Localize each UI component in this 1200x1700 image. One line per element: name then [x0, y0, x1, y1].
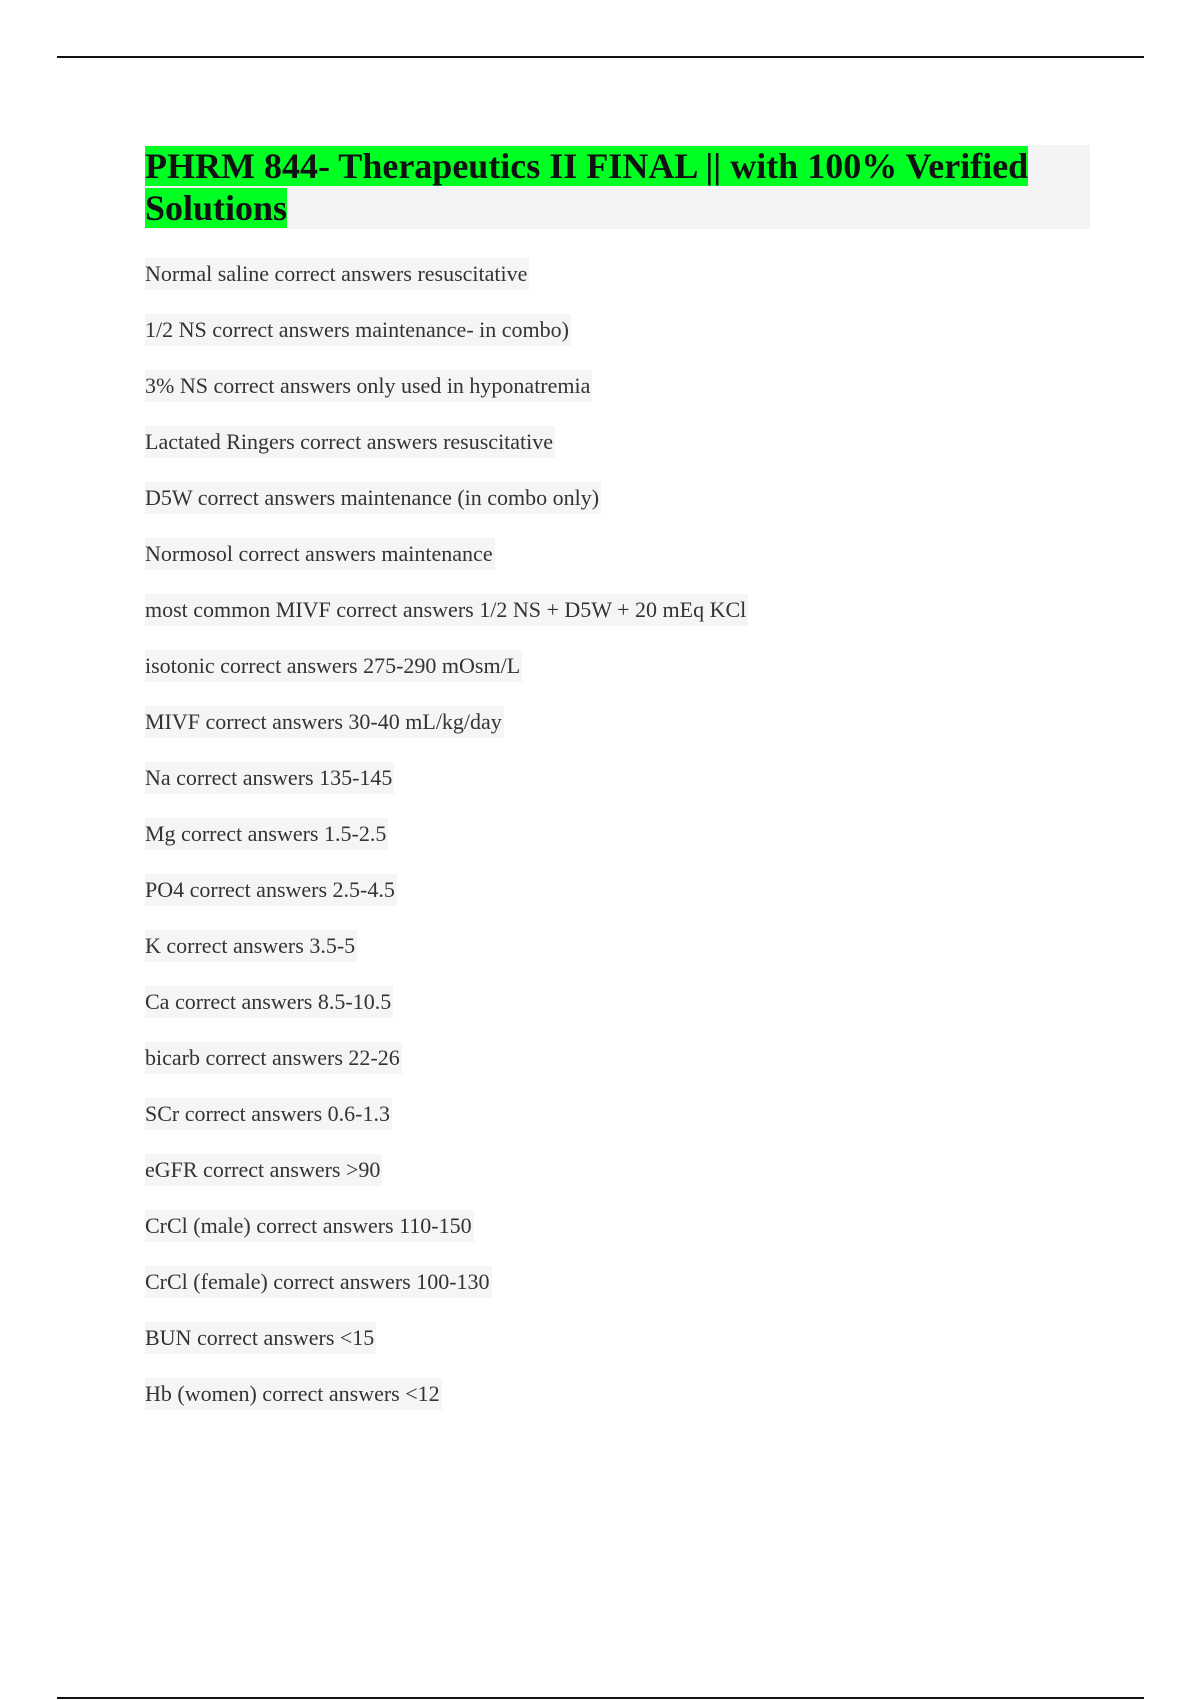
qa-item	[145, 862, 1090, 918]
qa-text: Ca correct answers 8.5-10.5	[145, 986, 393, 1018]
footer-rule	[57, 1697, 1144, 1699]
qa-text: K correct answers 3.5-5	[145, 930, 357, 962]
qa-text: eGFR correct answers >90	[145, 1154, 382, 1186]
qa-item	[145, 1030, 1090, 1086]
qa-text: SCr correct answers 0.6-1.3	[145, 1098, 392, 1130]
document-title-text: PHRM 844- Therapeutics II FINAL || with 100% Verified Solutions	[145, 146, 1029, 228]
qa-item	[145, 302, 1090, 358]
qa-text: isotonic correct answers 275-290 mOsm/L	[145, 650, 522, 682]
qa-item	[145, 582, 1090, 638]
qa-item	[145, 1310, 1090, 1366]
header-rule	[57, 56, 1144, 58]
qa-text: most common MIVF correct answers 1/2 NS + D5W + 20 mEq KCl	[145, 594, 748, 626]
qa-text: MIVF correct answers 30-40 mL/kg/day	[145, 706, 504, 738]
qa-item	[145, 918, 1090, 974]
qa-text: BUN correct answers <15	[145, 1322, 376, 1354]
qa-item	[145, 694, 1090, 750]
qa-text: D5W correct answers maintenance (in combo only)	[145, 482, 601, 514]
qa-text: 3% NS correct answers only used in hyponatremia	[145, 370, 592, 402]
qa-text: bicarb correct answers 22-26	[145, 1042, 402, 1074]
qa-list	[145, 246, 1090, 1422]
qa-item	[145, 1254, 1090, 1310]
qa-item	[145, 1142, 1090, 1198]
qa-item	[145, 806, 1090, 862]
qa-item	[145, 470, 1090, 526]
qa-text: PO4 correct answers 2.5-4.5	[145, 874, 397, 906]
qa-text: CrCl (male) correct answers 110-150	[145, 1210, 474, 1242]
qa-text: Mg correct answers 1.5-2.5	[145, 818, 388, 850]
qa-text: Hb (women) correct answers <12	[145, 1378, 442, 1410]
qa-item	[145, 1086, 1090, 1142]
qa-item	[145, 974, 1090, 1030]
qa-item	[145, 246, 1090, 302]
qa-text: CrCl (female) correct answers 100-130	[145, 1266, 492, 1298]
qa-item	[145, 638, 1090, 694]
qa-text: Na correct answers 135-145	[145, 762, 394, 794]
qa-item	[145, 526, 1090, 582]
document-title	[145, 145, 1090, 229]
qa-text: Normosol correct answers maintenance	[145, 538, 495, 570]
qa-text: Lactated Ringers correct answers resuscitative	[145, 426, 555, 458]
qa-text: 1/2 NS correct answers maintenance- in combo)	[145, 314, 571, 346]
document-body	[145, 145, 1090, 1422]
qa-text: Normal saline correct answers resuscitative	[145, 258, 529, 290]
qa-item	[145, 750, 1090, 806]
qa-item	[145, 414, 1090, 470]
qa-item	[145, 1198, 1090, 1254]
title-block	[145, 145, 1090, 229]
qa-item	[145, 358, 1090, 414]
qa-item	[145, 1366, 1090, 1422]
